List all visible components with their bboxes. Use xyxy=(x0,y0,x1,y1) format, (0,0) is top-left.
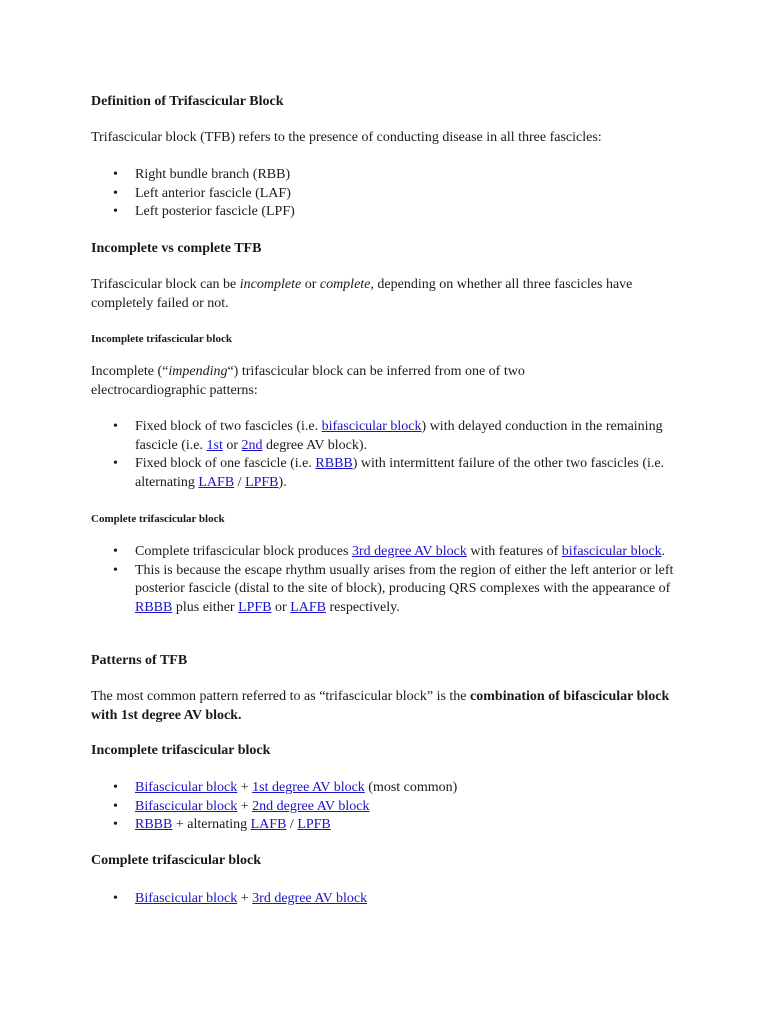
heading-incomplete-trifascicular-block: Incomplete trifascicular block xyxy=(91,743,271,758)
list-item: • Fixed block of two fascicles (i.e. bifascicular block) with delayed conduction in the remaining fascicle (i.e. 1st or 2nd degree AV block). xyxy=(91,418,681,455)
heading-incomplete-vs-complete: Incomplete vs complete TFB xyxy=(91,241,262,256)
link-bifascicular-block[interactable]: Bifascicular block xyxy=(135,891,238,906)
link-bifascicular-block[interactable]: Bifascicular block xyxy=(135,780,238,795)
link-3rd-degree-av-block[interactable]: 3rd degree AV block xyxy=(252,891,368,906)
complete-combinations-list xyxy=(91,890,691,909)
link-rbbb[interactable]: RBBB xyxy=(135,817,173,832)
definition-paragraph: Trifascicular block (TFB) refers to the presence of conducting disease in all three fascicles: xyxy=(91,130,602,145)
list-item: • Bifascicular block + 2nd degree AV block xyxy=(91,798,691,817)
incomplete-tfb-paragraph: Incomplete (“impending“) trifascicular block can be inferred from one of two electrocardiographic patterns: xyxy=(91,364,525,398)
link-bifascicular-block[interactable]: bifascicular block xyxy=(561,544,662,559)
heading-complete-trifascicular-block: Complete trifascicular block xyxy=(91,853,262,868)
link-bifascicular-block[interactable]: Bifascicular block xyxy=(135,798,238,814)
list-item: • Fixed block of one fascicle (i.e. RBBB) with intermittent failure of the other two fascicles (i.e. alternating LAFB / LPFB). xyxy=(91,455,681,492)
incomplete-combinations-list xyxy=(91,779,691,835)
link-3rd-degree-av-block[interactable]: 3rd degree AV block xyxy=(351,544,467,559)
list-item: • RBBB + alternating LAFB / LPFB xyxy=(91,816,691,835)
list-item: • Bifascicular block + 1st degree AV block (most common) xyxy=(91,779,691,798)
link-1st-degree-av-block[interactable]: 1st degree AV block xyxy=(252,780,365,795)
link-bifascicular-block[interactable]: bifascicular block xyxy=(321,419,422,434)
subheading-incomplete-tfb: Incomplete trifascicular block xyxy=(91,333,232,345)
link-lafb[interactable]: LAFB xyxy=(198,474,235,490)
subheading-complete-tfb: Complete trifascicular block xyxy=(91,513,225,525)
link-lafb[interactable]: LAFB xyxy=(250,817,287,832)
link-2nd-degree-av-block[interactable]: 2nd xyxy=(241,437,263,453)
link-lpfb[interactable]: LPFB xyxy=(238,599,272,615)
link-rbbb[interactable]: RBBB xyxy=(135,599,173,615)
incomplete-patterns-list xyxy=(91,418,681,492)
list-item: • Left posterior fascicle (LPF) xyxy=(91,203,691,222)
link-2nd-degree-av-block[interactable]: 2nd degree AV block xyxy=(252,798,370,814)
link-1st-degree-av-block[interactable]: 1st xyxy=(206,437,223,453)
heading-patterns-of-tfb: Patterns of TFB xyxy=(91,653,188,668)
patterns-paragraph: The most common pattern referred to as “trifascicular block” is the combination of bifascicular block with 1st degree AV block. xyxy=(91,689,670,723)
link-lafb[interactable]: LAFB xyxy=(290,599,327,615)
list-item: • Complete trifascicular block produces 3rd degree AV block with features of bifascicular block. xyxy=(91,543,686,562)
list-item: • Bifascicular block + 3rd degree AV block xyxy=(91,890,691,909)
link-rbbb[interactable]: RBBB xyxy=(315,456,353,471)
fascicles-list xyxy=(91,166,691,222)
list-item: • Right bundle branch (RBB) xyxy=(91,166,691,185)
incomplete-vs-complete-paragraph: Trifascicular block can be incomplete or complete, depending on whether all three fascicles have completely failed or not. xyxy=(91,277,633,311)
list-item: • This is because the escape rhythm usually arises from the region of either the left anterior or left posterior fascicle (distal to the site of block), producing QRS complexes with the appearance of RBBB plus either LPFB or LAFB respectively. xyxy=(91,562,686,618)
link-lpfb[interactable]: LPFB xyxy=(245,474,279,490)
link-lpfb[interactable]: LPFB xyxy=(297,817,331,832)
complete-tfb-list xyxy=(91,543,686,617)
heading-definition: Definition of Trifascicular Block xyxy=(91,94,284,109)
list-item: • Left anterior fascicle (LAF) xyxy=(91,185,691,204)
